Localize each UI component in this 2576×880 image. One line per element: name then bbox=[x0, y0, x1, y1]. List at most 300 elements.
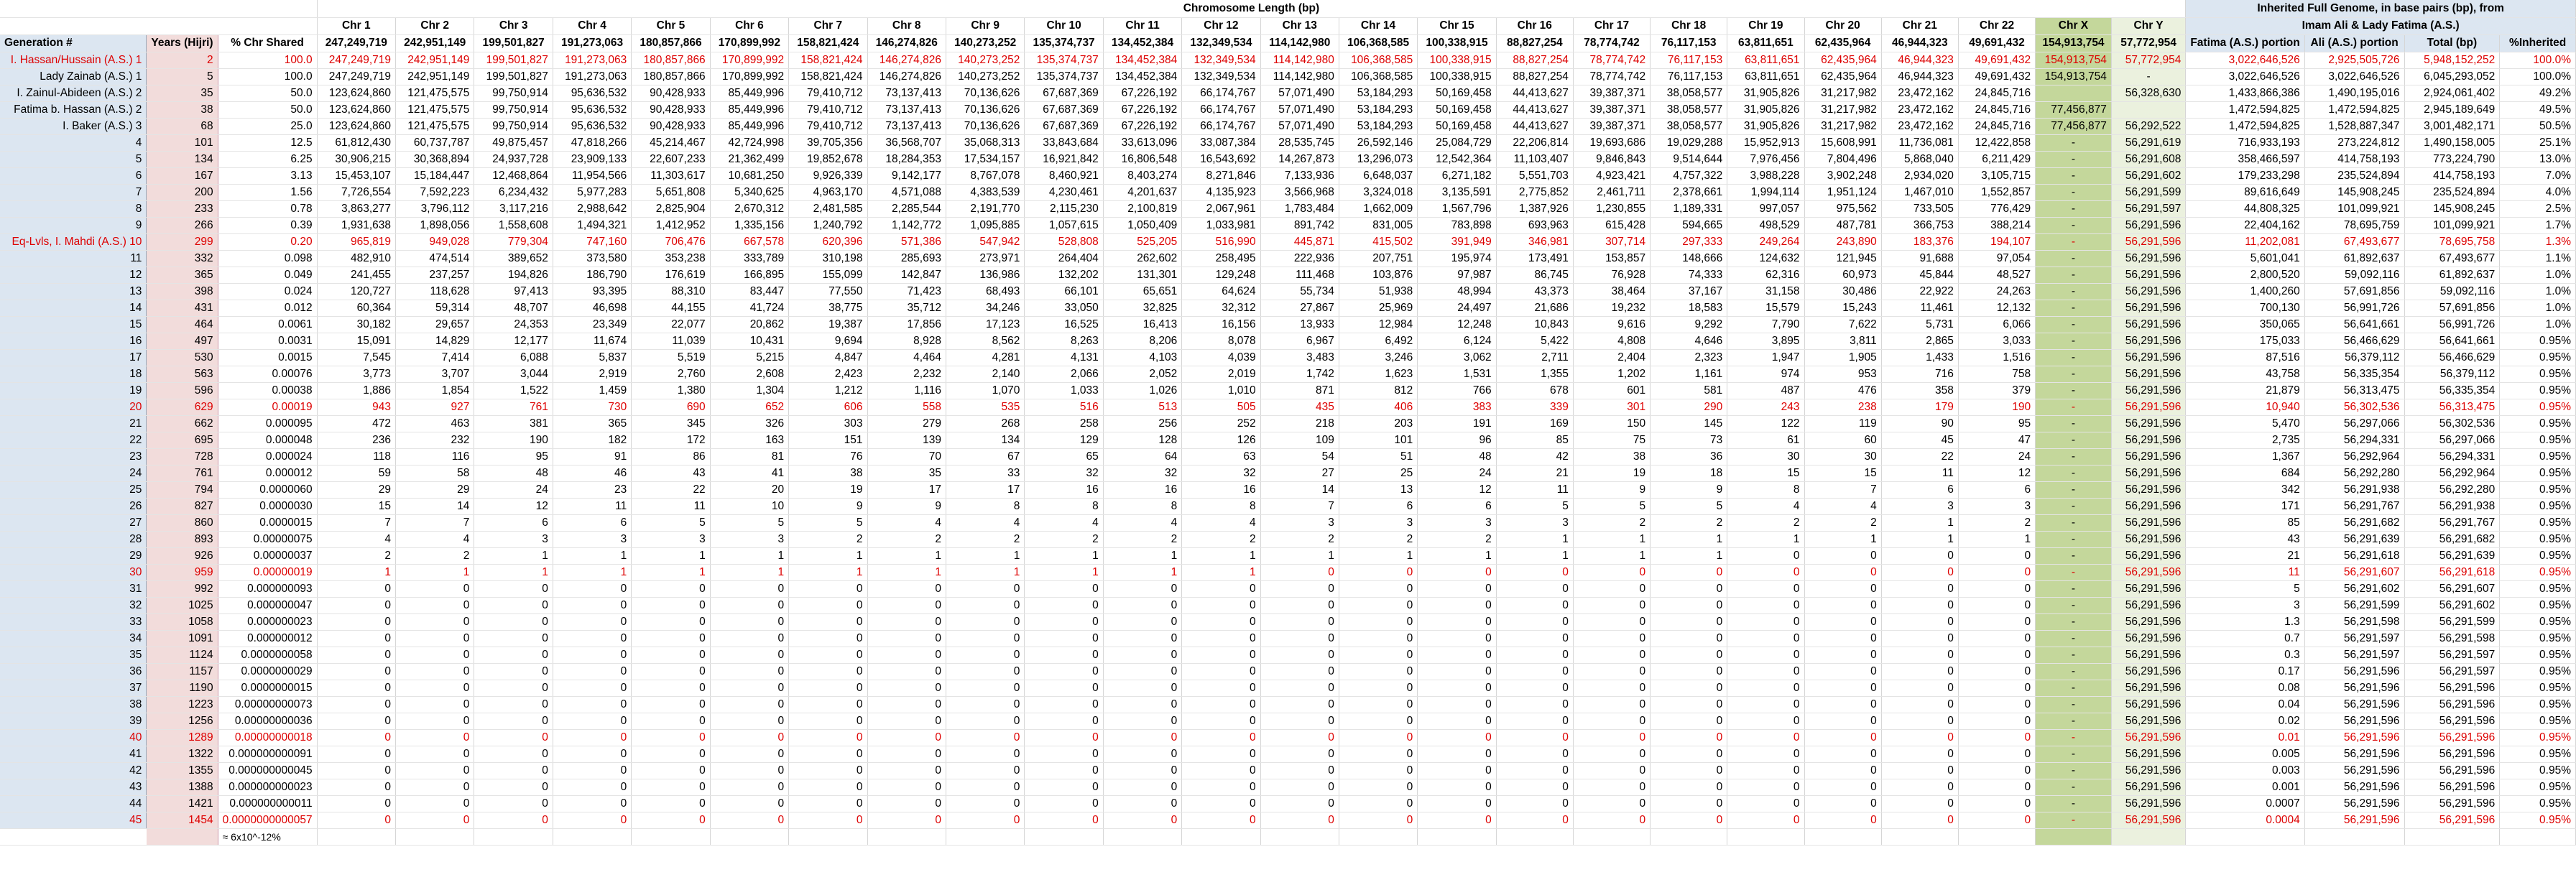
chr-value-cell: 474,514 bbox=[396, 250, 474, 267]
shared-cell: 0.0031 bbox=[218, 333, 317, 349]
chr-value-cell: 60 bbox=[1804, 432, 1881, 448]
generation-cell: 5 bbox=[0, 151, 147, 167]
chr-value-cell: 558 bbox=[867, 399, 946, 415]
chr-value-cell: 0 bbox=[1103, 580, 1181, 597]
total-cell: 78,695,758 bbox=[2404, 233, 2500, 250]
chr-value-cell: 0 bbox=[1727, 663, 1804, 680]
chr-value-cell: 667,578 bbox=[710, 233, 788, 250]
chr-value-cell: 5,215 bbox=[710, 349, 788, 366]
chr-value-cell: 86,745 bbox=[1496, 267, 1573, 283]
chr-value-cell: 63,811,651 bbox=[1727, 68, 1804, 85]
chr-value-cell: 75 bbox=[1573, 432, 1650, 448]
generation-cell: 36 bbox=[0, 663, 147, 680]
chr-value-cell: 57,772,954 bbox=[2111, 52, 2185, 68]
chr-value-cell: 0 bbox=[1260, 812, 1339, 828]
chr-value-cell: 0 bbox=[553, 746, 631, 762]
shared-cell: 0.000000047 bbox=[218, 597, 317, 613]
chr-value-cell: 4,847 bbox=[789, 349, 867, 366]
chr-value-cell: 0 bbox=[1025, 580, 1103, 597]
chr-value-cell: 56,291,608 bbox=[2111, 151, 2185, 167]
chr-value-cell: 56,291,619 bbox=[2111, 134, 2185, 151]
ali-portion-cell: 56,291,596 bbox=[2304, 713, 2404, 729]
chr-value-cell: 11 bbox=[632, 498, 710, 514]
chr-value-cell: 0 bbox=[1339, 729, 1417, 746]
chr-value-cell: - bbox=[2036, 713, 2112, 729]
chr-value-cell: 35,712 bbox=[867, 300, 946, 316]
chr-value-cell: 45 bbox=[1881, 432, 1958, 448]
generation-cell: 41 bbox=[0, 746, 147, 762]
total-cell: 56,291,607 bbox=[2404, 580, 2500, 597]
total-cell: 56,641,661 bbox=[2404, 333, 2500, 349]
chr-value-cell: 77,456,877 bbox=[2036, 101, 2112, 118]
chr-value-cell: 0 bbox=[1804, 812, 1881, 828]
chr-value-cell: 56,291,596 bbox=[2111, 233, 2185, 250]
chr-value-cell: 273,971 bbox=[946, 250, 1024, 267]
chr-value-cell: 12 bbox=[1418, 481, 1496, 498]
chr-value-cell: 476 bbox=[1804, 382, 1881, 399]
chr-value-cell: 0 bbox=[1418, 696, 1496, 713]
chr-value-cell: 0 bbox=[1881, 729, 1958, 746]
chr-value-cell: 90,428,933 bbox=[632, 101, 710, 118]
fatima-portion-cell: 0.01 bbox=[2186, 729, 2304, 746]
pct-inherited-cell: 0.95% bbox=[2500, 349, 2576, 366]
chr-value-cell: 38,058,577 bbox=[1651, 85, 1727, 101]
chr-value-cell: 19,693,686 bbox=[1573, 134, 1650, 151]
table-row bbox=[0, 481, 2576, 498]
chr-value-cell: 383 bbox=[1418, 399, 1496, 415]
pct-inherited-cell: 1.7% bbox=[2500, 217, 2576, 233]
chr-value-cell: 6,492 bbox=[1339, 333, 1417, 349]
chr-value-cell: 62,435,964 bbox=[1804, 68, 1881, 85]
chr-value-cell: 0 bbox=[474, 746, 553, 762]
chr-value-cell: 0 bbox=[1804, 663, 1881, 680]
chr-value-cell: 0 bbox=[632, 580, 710, 597]
pct-inherited-cell: 0.95% bbox=[2500, 382, 2576, 399]
years-cell: 1223 bbox=[147, 696, 218, 713]
chr-value-cell: 56,291,596 bbox=[2111, 382, 2185, 399]
chr-value-cell: 50,169,458 bbox=[1418, 101, 1496, 118]
chr-value-cell: 4 bbox=[1804, 498, 1881, 514]
chr-value-cell: 1,304 bbox=[710, 382, 788, 399]
chr-value-cell: 0 bbox=[1025, 779, 1103, 795]
chr-value-cell: 17,856 bbox=[867, 316, 946, 333]
generation-cell: 9 bbox=[0, 217, 147, 233]
years-cell: 530 bbox=[147, 349, 218, 366]
shared-cell: 0.049 bbox=[218, 267, 317, 283]
chr-value-cell: 779,304 bbox=[474, 233, 553, 250]
chr-value-cell: 6 bbox=[1958, 481, 2035, 498]
chr-value-cell: 0 bbox=[1958, 729, 2035, 746]
chr-value-cell: 0 bbox=[474, 663, 553, 680]
chr-value-cell: 2,066 bbox=[1025, 366, 1103, 382]
fatima-portion-cell: 10,940 bbox=[2186, 399, 2304, 415]
generation-cell: Eq-Lvls, I. Mahdi (A.S.) 10 bbox=[0, 233, 147, 250]
chr-value-cell: 0 bbox=[946, 729, 1024, 746]
chr-value-cell: 7,804,496 bbox=[1804, 151, 1881, 167]
chr-value-cell bbox=[2111, 101, 2185, 118]
chr-value-cell: 0 bbox=[1418, 729, 1496, 746]
table-row bbox=[0, 465, 2576, 481]
generation-cell: 40 bbox=[0, 729, 147, 746]
chr-length-15: 100,338,915 bbox=[1418, 34, 1496, 52]
chr-value-cell: 5,731 bbox=[1881, 316, 1958, 333]
ali-portion-cell: 67,493,677 bbox=[2304, 233, 2404, 250]
chr-value-cell: 124,632 bbox=[1727, 250, 1804, 267]
chr-value-cell: 31,217,982 bbox=[1804, 101, 1881, 118]
chr-value-cell: 0 bbox=[474, 795, 553, 812]
chr-value-cell: 0 bbox=[1496, 630, 1573, 647]
chr-value-cell: 2,760 bbox=[632, 366, 710, 382]
chr-value-cell: 975,562 bbox=[1804, 200, 1881, 217]
chr-value-cell: 0 bbox=[1881, 630, 1958, 647]
chr-value-cell: - bbox=[2036, 779, 2112, 795]
chr-value-cell: 15,453,107 bbox=[317, 167, 395, 184]
total-cell: 56,291,597 bbox=[2404, 647, 2500, 663]
ali-portion-cell: 56,641,661 bbox=[2304, 316, 2404, 333]
chr-value-cell: 615,428 bbox=[1573, 217, 1650, 233]
chr-value-cell: - bbox=[2036, 250, 2112, 267]
shared-cell: 6.25 bbox=[218, 151, 317, 167]
fatima-portion-cell: 2,800,520 bbox=[2186, 267, 2304, 283]
chr-value-cell: 0 bbox=[1651, 779, 1727, 795]
chr-value-cell: 0 bbox=[317, 663, 395, 680]
chr-value-cell: 24,353 bbox=[474, 316, 553, 333]
chr-value-cell: 145 bbox=[1651, 415, 1727, 432]
chr-value-cell: 0 bbox=[1727, 680, 1804, 696]
chr-value-cell bbox=[2036, 85, 2112, 101]
chr-value-cell: 831,005 bbox=[1339, 217, 1417, 233]
chr-value-cell: 716 bbox=[1881, 366, 1958, 382]
chr-value-cell: 79,410,712 bbox=[789, 118, 867, 134]
chr-value-cell: 0 bbox=[474, 713, 553, 729]
chr-value-cell: 32 bbox=[1103, 465, 1181, 481]
chr-value-cell: 0 bbox=[1727, 613, 1804, 630]
chr-value-cell: - bbox=[2036, 531, 2112, 547]
chr-value-cell: 3,895 bbox=[1727, 333, 1804, 349]
chr-value-cell: 1 bbox=[1025, 564, 1103, 580]
ali-portion-cell: 56,297,066 bbox=[2304, 415, 2404, 432]
chr-value-cell: 91 bbox=[553, 448, 631, 465]
chr-value-cell: 463 bbox=[396, 415, 474, 432]
chr-value-cell: 0 bbox=[1025, 630, 1103, 647]
chr-value-cell: 8,271,846 bbox=[1182, 167, 1260, 184]
chr-value-cell: 0 bbox=[1573, 663, 1650, 680]
chr-value-cell: 140,273,252 bbox=[946, 52, 1024, 68]
chr-value-cell: 0 bbox=[1103, 630, 1181, 647]
chr-value-cell: 90 bbox=[1881, 415, 1958, 432]
years-cell: 893 bbox=[147, 531, 218, 547]
chr-value-cell: 242,951,149 bbox=[396, 68, 474, 85]
chr-value-cell: 50,169,458 bbox=[1418, 118, 1496, 134]
chr-value-cell: 5 bbox=[710, 514, 788, 531]
chr-value-cell: 122 bbox=[1727, 415, 1804, 432]
chr-value-cell: 29 bbox=[317, 481, 395, 498]
chr-value-cell: 0 bbox=[1260, 580, 1339, 597]
chr-value-cell: 23 bbox=[553, 481, 631, 498]
table-row bbox=[0, 283, 2576, 300]
chr-value-cell: 33,050 bbox=[1025, 300, 1103, 316]
chr-value-cell: 3,324,018 bbox=[1339, 184, 1417, 200]
chr-value-cell: 0 bbox=[1958, 812, 2035, 828]
chr-name-8: Chr 8 bbox=[867, 17, 946, 34]
fatima-portion-cell: 684 bbox=[2186, 465, 2304, 481]
chr-value-cell: 247,249,719 bbox=[317, 68, 395, 85]
chr-value-cell: 0 bbox=[396, 580, 474, 597]
chr-value-cell: 1 bbox=[1958, 531, 2035, 547]
chr-value-cell: 1 bbox=[867, 564, 946, 580]
total-cell: 56,291,596 bbox=[2404, 762, 2500, 779]
chr-value-cell: 2 bbox=[1025, 531, 1103, 547]
ali-portion-cell: 56,466,629 bbox=[2304, 333, 2404, 349]
ali-portion-cell: 56,294,331 bbox=[2304, 432, 2404, 448]
chr-value-cell: 965,819 bbox=[317, 233, 395, 250]
chr-value-cell: 158,821,424 bbox=[789, 68, 867, 85]
chr-value-cell: 1,070 bbox=[946, 382, 1024, 399]
ali-portion-cell: 145,908,245 bbox=[2304, 184, 2404, 200]
years-cell: 695 bbox=[147, 432, 218, 448]
chr-value-cell: - bbox=[2036, 382, 2112, 399]
chr-value-cell: 0 bbox=[1182, 680, 1260, 696]
chr-value-cell: 0 bbox=[1182, 713, 1260, 729]
fatima-portion-cell: 3 bbox=[2186, 597, 2304, 613]
chr-value-cell: - bbox=[2036, 233, 2112, 250]
chr-length-5: 180,857,866 bbox=[632, 34, 710, 52]
generation-cell: 18 bbox=[0, 366, 147, 382]
chr-value-cell: 25 bbox=[1339, 465, 1417, 481]
chr-value-cell: 358 bbox=[1881, 382, 1958, 399]
chr-name-14: Chr 14 bbox=[1339, 17, 1417, 34]
chr-value-cell: 114,142,980 bbox=[1260, 52, 1339, 68]
chr-value-cell: - bbox=[2036, 481, 2112, 498]
chr-value-cell: 236 bbox=[317, 432, 395, 448]
chr-value-cell: 6,211,429 bbox=[1958, 151, 2035, 167]
chr-value-cell: 3,105,715 bbox=[1958, 167, 2035, 184]
total-cell: 56,291,682 bbox=[2404, 531, 2500, 547]
chr-value-cell: 68,493 bbox=[946, 283, 1024, 300]
chr-value-cell: 0 bbox=[710, 713, 788, 729]
chr-value-cell: 76,928 bbox=[1573, 267, 1650, 283]
chr-value-cell: 1,567,796 bbox=[1418, 200, 1496, 217]
chr-value-cell: 389,652 bbox=[474, 250, 553, 267]
chr-value-cell: 56,291,596 bbox=[2111, 250, 2185, 267]
chr-value-cell: 56,291,596 bbox=[2111, 663, 2185, 680]
chr-value-cell: 24 bbox=[1958, 448, 2035, 465]
shared-cell: 0.000024 bbox=[218, 448, 317, 465]
chr-value-cell: 31,217,982 bbox=[1804, 118, 1881, 134]
chr-length-13: 114,142,980 bbox=[1260, 34, 1339, 52]
chr-name-21: Chr 21 bbox=[1881, 17, 1958, 34]
chr-value-cell: 79,410,712 bbox=[789, 101, 867, 118]
chr-value-cell: 95,636,532 bbox=[553, 85, 631, 101]
chr-value-cell: 17 bbox=[946, 481, 1024, 498]
chr-value-cell: 0 bbox=[1103, 746, 1181, 762]
chr-value-cell: 0 bbox=[396, 729, 474, 746]
chr-value-cell: 0 bbox=[1339, 762, 1417, 779]
chr-value-cell: 0 bbox=[317, 680, 395, 696]
pct-inherited-cell: 0.95% bbox=[2500, 630, 2576, 647]
chr-value-cell: 0 bbox=[474, 580, 553, 597]
fatima-portion-cell: 87,516 bbox=[2186, 349, 2304, 366]
ali-portion-cell: 56,291,596 bbox=[2304, 812, 2404, 828]
shared-cell: 0.00000000018 bbox=[218, 729, 317, 746]
chr-value-cell: 24,845,716 bbox=[1958, 101, 2035, 118]
chr-value-cell: 140,273,252 bbox=[946, 68, 1024, 85]
total-cell: 56,291,596 bbox=[2404, 713, 2500, 729]
chr-value-cell: 3,246 bbox=[1339, 349, 1417, 366]
chr-value-cell: 513 bbox=[1103, 399, 1181, 415]
chr-value-cell: 33,843,684 bbox=[1025, 134, 1103, 151]
chr-value-cell: 0 bbox=[1958, 713, 2035, 729]
total-cell: 1,490,158,005 bbox=[2404, 134, 2500, 151]
fatima-portion-cell: 716,933,193 bbox=[2186, 134, 2304, 151]
chr-value-cell: 100,338,915 bbox=[1418, 68, 1496, 85]
chr-value-cell: 62,316 bbox=[1727, 267, 1804, 283]
chr-length-10: 135,374,737 bbox=[1025, 34, 1103, 52]
chr-value-cell: - bbox=[2036, 283, 2112, 300]
chr-value-cell: 0 bbox=[553, 630, 631, 647]
chr-value-cell: 1,010 bbox=[1182, 382, 1260, 399]
total-cell: 56,291,599 bbox=[2404, 613, 2500, 630]
chr-name-23: Chr X bbox=[2036, 17, 2112, 34]
fatima-portion-cell: 0.0004 bbox=[2186, 812, 2304, 828]
total-cell: 56,291,596 bbox=[2404, 746, 2500, 762]
chr-value-cell: 3,796,112 bbox=[396, 200, 474, 217]
chr-value-cell: 16 bbox=[1025, 481, 1103, 498]
chr-value-cell: 0 bbox=[867, 779, 946, 795]
pct-inherited-cell: 1.0% bbox=[2500, 267, 2576, 283]
chr-value-cell: - bbox=[2036, 333, 2112, 349]
chr-value-cell: 77,456,877 bbox=[2036, 118, 2112, 134]
pct-inherited-cell: 4.0% bbox=[2500, 184, 2576, 200]
chr-value-cell: 2,100,819 bbox=[1103, 200, 1181, 217]
chr-value-cell: 0 bbox=[317, 729, 395, 746]
chr-value-cell: 0 bbox=[946, 762, 1024, 779]
chr-value-cell: 61,812,430 bbox=[317, 134, 395, 151]
chr-value-cell: 46 bbox=[553, 465, 631, 481]
chr-value-cell: 0 bbox=[1727, 713, 1804, 729]
chr-value-cell: 16,543,692 bbox=[1182, 151, 1260, 167]
chr-value-cell: 9,292 bbox=[1651, 316, 1727, 333]
chr-value-cell: 56,291,596 bbox=[2111, 613, 2185, 630]
chr-length-12: 132,349,534 bbox=[1182, 34, 1260, 52]
chr-value-cell: 285,693 bbox=[867, 250, 946, 267]
chr-value-cell: 0 bbox=[710, 680, 788, 696]
chr-value-cell: 0 bbox=[1103, 779, 1181, 795]
chr-value-cell: 0 bbox=[1727, 580, 1804, 597]
chr-value-cell: 4 bbox=[946, 514, 1024, 531]
ali-portion-cell: 56,291,596 bbox=[2304, 663, 2404, 680]
chr-value-cell: 1,142,772 bbox=[867, 217, 946, 233]
chr-value-cell: - bbox=[2111, 68, 2185, 85]
chr-value-cell: 5 bbox=[1573, 498, 1650, 514]
chr-value-cell: 39,387,371 bbox=[1573, 85, 1650, 101]
chr-value-cell: 258 bbox=[1025, 415, 1103, 432]
chr-value-cell: 0 bbox=[1651, 713, 1727, 729]
chr-value-cell: 148,666 bbox=[1651, 250, 1727, 267]
chr-value-cell: 747,160 bbox=[553, 233, 631, 250]
chr-value-cell: 66,174,767 bbox=[1182, 101, 1260, 118]
chr-value-cell: 56,291,596 bbox=[2111, 333, 2185, 349]
fatima-header: Fatima (A.S.) portion bbox=[2186, 34, 2304, 52]
chr-value-cell: 0 bbox=[789, 746, 867, 762]
chr-value-cell: 2 bbox=[1958, 514, 2035, 531]
chr-value-cell: 0 bbox=[1958, 630, 2035, 647]
chr-value-cell: 63,811,651 bbox=[1727, 52, 1804, 68]
chr-value-cell: 44,413,627 bbox=[1496, 85, 1573, 101]
ali-portion-cell: 56,291,598 bbox=[2304, 613, 2404, 630]
chr-value-cell: 5 bbox=[1496, 498, 1573, 514]
chr-value-cell: 15 bbox=[317, 498, 395, 514]
shared-cell: 0.78 bbox=[218, 200, 317, 217]
chr-value-cell: 95 bbox=[474, 448, 553, 465]
chr-value-cell: 37,167 bbox=[1651, 283, 1727, 300]
chr-value-cell: 333,789 bbox=[710, 250, 788, 267]
table-row bbox=[0, 564, 2576, 580]
chr-value-cell: 232 bbox=[396, 432, 474, 448]
chr-value-cell: 0 bbox=[1881, 762, 1958, 779]
generation-cell: 43 bbox=[0, 779, 147, 795]
chr-value-cell: 242,951,149 bbox=[396, 52, 474, 68]
chr-value-cell: 16,156 bbox=[1182, 316, 1260, 333]
chr-value-cell: 90,428,933 bbox=[632, 85, 710, 101]
chr-value-cell: 88,827,254 bbox=[1496, 68, 1573, 85]
chr-value-cell: 6 bbox=[1339, 498, 1417, 514]
chr-value-cell: 103,876 bbox=[1339, 267, 1417, 283]
chr-value-cell: 1 bbox=[632, 547, 710, 564]
chr-value-cell: 2,404 bbox=[1573, 349, 1650, 366]
chr-value-cell: 0 bbox=[1573, 812, 1650, 828]
chr-value-cell: 0 bbox=[1573, 696, 1650, 713]
chr-value-cell: 1,116 bbox=[867, 382, 946, 399]
chr-value-cell: 4,135,923 bbox=[1182, 184, 1260, 200]
years-cell: 827 bbox=[147, 498, 218, 514]
chr-value-cell: 0 bbox=[632, 647, 710, 663]
chr-value-cell: 516,990 bbox=[1182, 233, 1260, 250]
table-row bbox=[0, 316, 2576, 333]
ali-portion-cell: 2,925,505,726 bbox=[2304, 52, 2404, 68]
chr-value-cell: 0 bbox=[867, 729, 946, 746]
total-cell: 56,291,596 bbox=[2404, 696, 2500, 713]
fatima-portion-cell: 11 bbox=[2186, 564, 2304, 580]
chr-value-cell: 48 bbox=[1418, 448, 1496, 465]
shared-cell: 0.000000000023 bbox=[218, 779, 317, 795]
fatima-portion-cell: 43 bbox=[2186, 531, 2304, 547]
shared-cell: 0.00076 bbox=[218, 366, 317, 382]
chr-value-cell: 1 bbox=[474, 564, 553, 580]
chr-value-cell: 3 bbox=[1496, 514, 1573, 531]
years-cell: 1157 bbox=[147, 663, 218, 680]
chr-value-cell: 4 bbox=[1182, 514, 1260, 531]
chr-value-cell: 0 bbox=[867, 812, 946, 828]
chr-value-cell: 67,226,192 bbox=[1103, 101, 1181, 118]
chr-value-cell: 0 bbox=[1496, 663, 1573, 680]
shared-cell: 0.000000023 bbox=[218, 613, 317, 630]
chr-value-cell: 2,191,770 bbox=[946, 200, 1024, 217]
total-cell: 56,313,475 bbox=[2404, 399, 2500, 415]
pct-inherited-cell: 49.2% bbox=[2500, 85, 2576, 101]
chr-value-cell: 10,843 bbox=[1496, 316, 1573, 333]
fatima-portion-cell: 0.7 bbox=[2186, 630, 2304, 647]
generation-cell: 27 bbox=[0, 514, 147, 531]
chr-value-cell: 0 bbox=[1418, 613, 1496, 630]
chr-value-cell: 59,314 bbox=[396, 300, 474, 316]
chr-value-cell: 56,291,596 bbox=[2111, 630, 2185, 647]
fatima-portion-cell: 358,466,597 bbox=[2186, 151, 2304, 167]
chr-value-cell: 30,486 bbox=[1804, 283, 1881, 300]
chr-value-cell: 135,374,737 bbox=[1025, 68, 1103, 85]
chr-value-cell: 0 bbox=[1804, 647, 1881, 663]
pct-inherited-cell: 2.5% bbox=[2500, 200, 2576, 217]
